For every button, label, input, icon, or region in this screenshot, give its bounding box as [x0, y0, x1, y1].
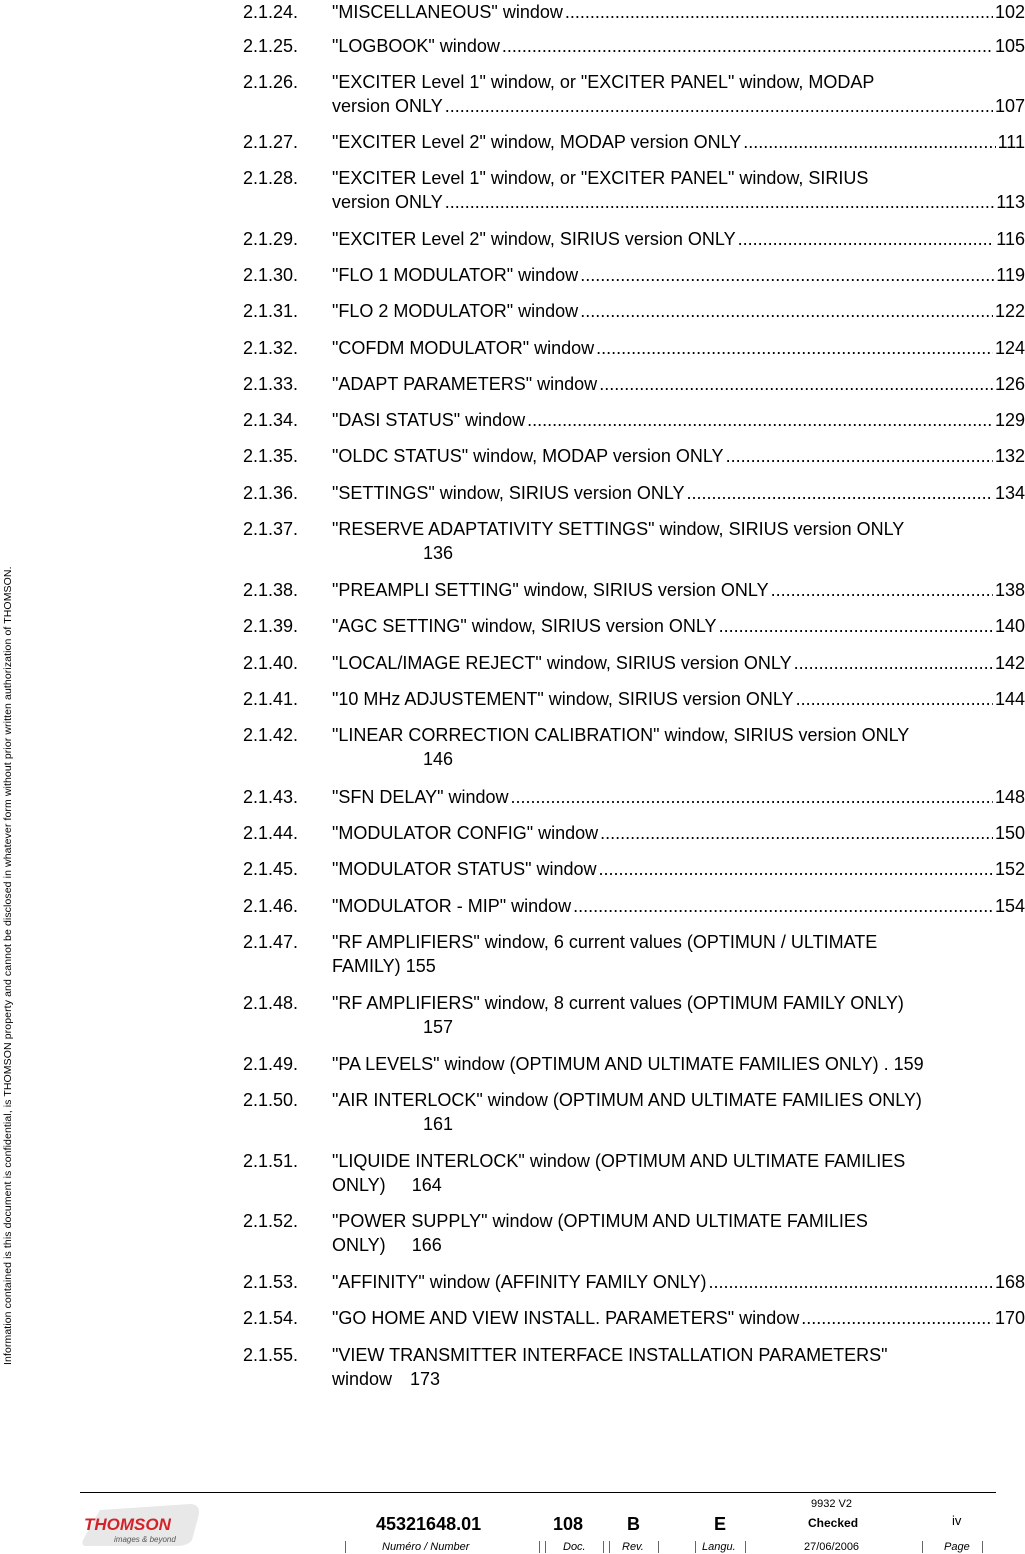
toc-entry[interactable]: 2.1.50. "AIR INTERLOCK" window (OPTIMUM AND ULTIMATE FAMILIES ONLY) 161: [243, 1090, 922, 1134]
toc-entry[interactable]: 2.1.29. "EXCITER Level 2" window, SIRIUS version ONLY ..... 116: [243, 227, 1025, 251]
toc-entry[interactable]: 2.1.42. "LINEAR CORRECTION CALIBRATION" window, SIRIUS version ONLY 146: [243, 725, 910, 769]
toc-entry[interactable]: 2.1.41. "10 MHz ADJUSTEMENT" window, SIRIUS version ONLY ..... 144: [243, 687, 1025, 711]
toc-entry[interactable]: 2.1.39. "AGC SETTING" window, SIRIUS version ONLY ..... 140: [243, 614, 1025, 638]
svg-text:THOMSON: THOMSON: [84, 1515, 171, 1534]
page-label: Page: [944, 1541, 970, 1553]
toc-entry[interactable]: 2.1.44. "MODULATOR CONFIG" window ..... 150: [243, 821, 1025, 845]
svg-text:images & beyond: images & beyond: [114, 1535, 176, 1544]
thomson-logo: [80, 1500, 205, 1550]
checked-label: Checked: [808, 1516, 859, 1530]
toc-entry[interactable]: 2.1.43. "SFN DELAY" window ..... 148: [243, 785, 1025, 809]
toc-entry[interactable]: 2.1.36. "SETTINGS" window, SIRIUS version ONLY ..... 134: [243, 481, 1025, 505]
toc-entry[interactable]: 2.1.38. "PREAMPLI SETTING" window, SIRIUS version ONLY ..... 138: [243, 578, 1025, 602]
toc-entry[interactable]: 2.1.45. "MODULATOR STATUS" window ..... 152: [243, 857, 1025, 881]
toc-entry[interactable]: 2.1.37. "RESERVE ADAPTATIVITY SETTINGS" window, SIRIUS version ONLY 136: [243, 519, 905, 563]
toc-entry[interactable]: 2.1.40. "LOCAL/IMAGE REJECT" window, SIRIUS version ONLY ..... 142: [243, 651, 1025, 675]
toc-entry[interactable]: 2.1.47. "RF AMPLIFIERS" window, 6 current values (OPTIMUN / ULTIMATE FAMILY) 155: [243, 932, 878, 976]
toc-entry[interactable]: 2.1.55. "VIEW TRANSMITTER INTERFACE INSTALLATION PARAMETERS" window 173: [243, 1345, 888, 1389]
number-label: Numéro / Number: [382, 1541, 470, 1553]
toc-entry[interactable]: 2.1.46. "MODULATOR - MIP" window ..... 154: [243, 894, 1025, 918]
doc-value: 108: [553, 1514, 584, 1534]
confidentiality-note: Information contained is this document is confidential, is THOMSON property and cannot be disclosed in whatever form without prior written authorization of THOMSON.: [2, 566, 14, 1365]
toc-entry[interactable]: 2.1.28. "EXCITER Level 1" window, or "EXCITER PANEL" window, SIRIUS version ONLY ..... 113: [243, 166, 1025, 214]
toc-entry[interactable]: 2.1.32. "COFDM MODULATOR" window ..... 124: [243, 336, 1025, 360]
toc-entry[interactable]: 2.1.53. "AFFINITY" window (AFFINITY FAMILY ONLY) ..... 168: [243, 1270, 1025, 1294]
date: 27/06/2006: [804, 1541, 860, 1553]
toc-entry[interactable]: 2.1.25. "LOGBOOK" window ..... 105: [243, 34, 1025, 58]
toc-entry[interactable]: 2.1.48. "RF AMPLIFIERS" window, 8 current values (OPTIMUM FAMILY ONLY) 157: [243, 993, 904, 1037]
langu-value: E: [714, 1514, 727, 1534]
page-number: iv: [952, 1513, 962, 1528]
rev-value: B: [627, 1514, 640, 1534]
rev-label: Rev.: [622, 1541, 644, 1553]
toc-entry[interactable]: 2.1.49. "PA LEVELS" window (OPTIMUM AND ULTIMATE FAMILIES ONLY) . 159: [243, 1054, 924, 1074]
toc-entry[interactable]: 2.1.51. "LIQUIDE INTERLOCK" window (OPTIMUM AND ULTIMATE FAMILIES ONLY) 164: [243, 1151, 906, 1195]
toc-entry[interactable]: 2.1.26. "EXCITER Level 1" window, or "EXCITER PANEL" window, MODAP version ONLY ..... 107: [243, 70, 1025, 118]
toc-entry[interactable]: 2.1.35. "OLDC STATUS" window, MODAP version ONLY ..... 132: [243, 444, 1025, 468]
toc-entry[interactable]: 2.1.54. "GO HOME AND VIEW INSTALL. PARAMETERS" window ..... 170: [243, 1306, 1025, 1330]
footer-rule: [80, 1492, 996, 1493]
toc-entry[interactable]: 2.1.31. "FLO 2 MODULATOR" window ..... 122: [243, 299, 1025, 323]
document-number: 45321648.01: [376, 1514, 482, 1534]
toc-entry[interactable]: 2.1.34. "DASI STATUS" window ..... 129: [243, 408, 1025, 432]
toc-entry[interactable]: 2.1.33. "ADAPT PARAMETERS" window ..... 126: [243, 372, 1025, 396]
toc-entry[interactable]: 2.1.24. "MISCELLANEOUS" window ..... 102: [243, 0, 1025, 24]
toc-entry[interactable]: 2.1.27. "EXCITER Level 2" window, MODAP version ONLY ..... 111: [243, 130, 1025, 154]
toc-entry[interactable]: 2.1.52. "POWER SUPPLY" window (OPTIMUM AND ULTIMATE FAMILIES ONLY) 166: [243, 1211, 868, 1255]
langu-label: Langu.: [702, 1541, 736, 1553]
version-label: 9932 V2: [811, 1498, 852, 1510]
toc-entry[interactable]: 2.1.30. "FLO 1 MODULATOR" window ..... 119: [243, 263, 1025, 287]
doc-label: Doc.: [563, 1541, 586, 1553]
